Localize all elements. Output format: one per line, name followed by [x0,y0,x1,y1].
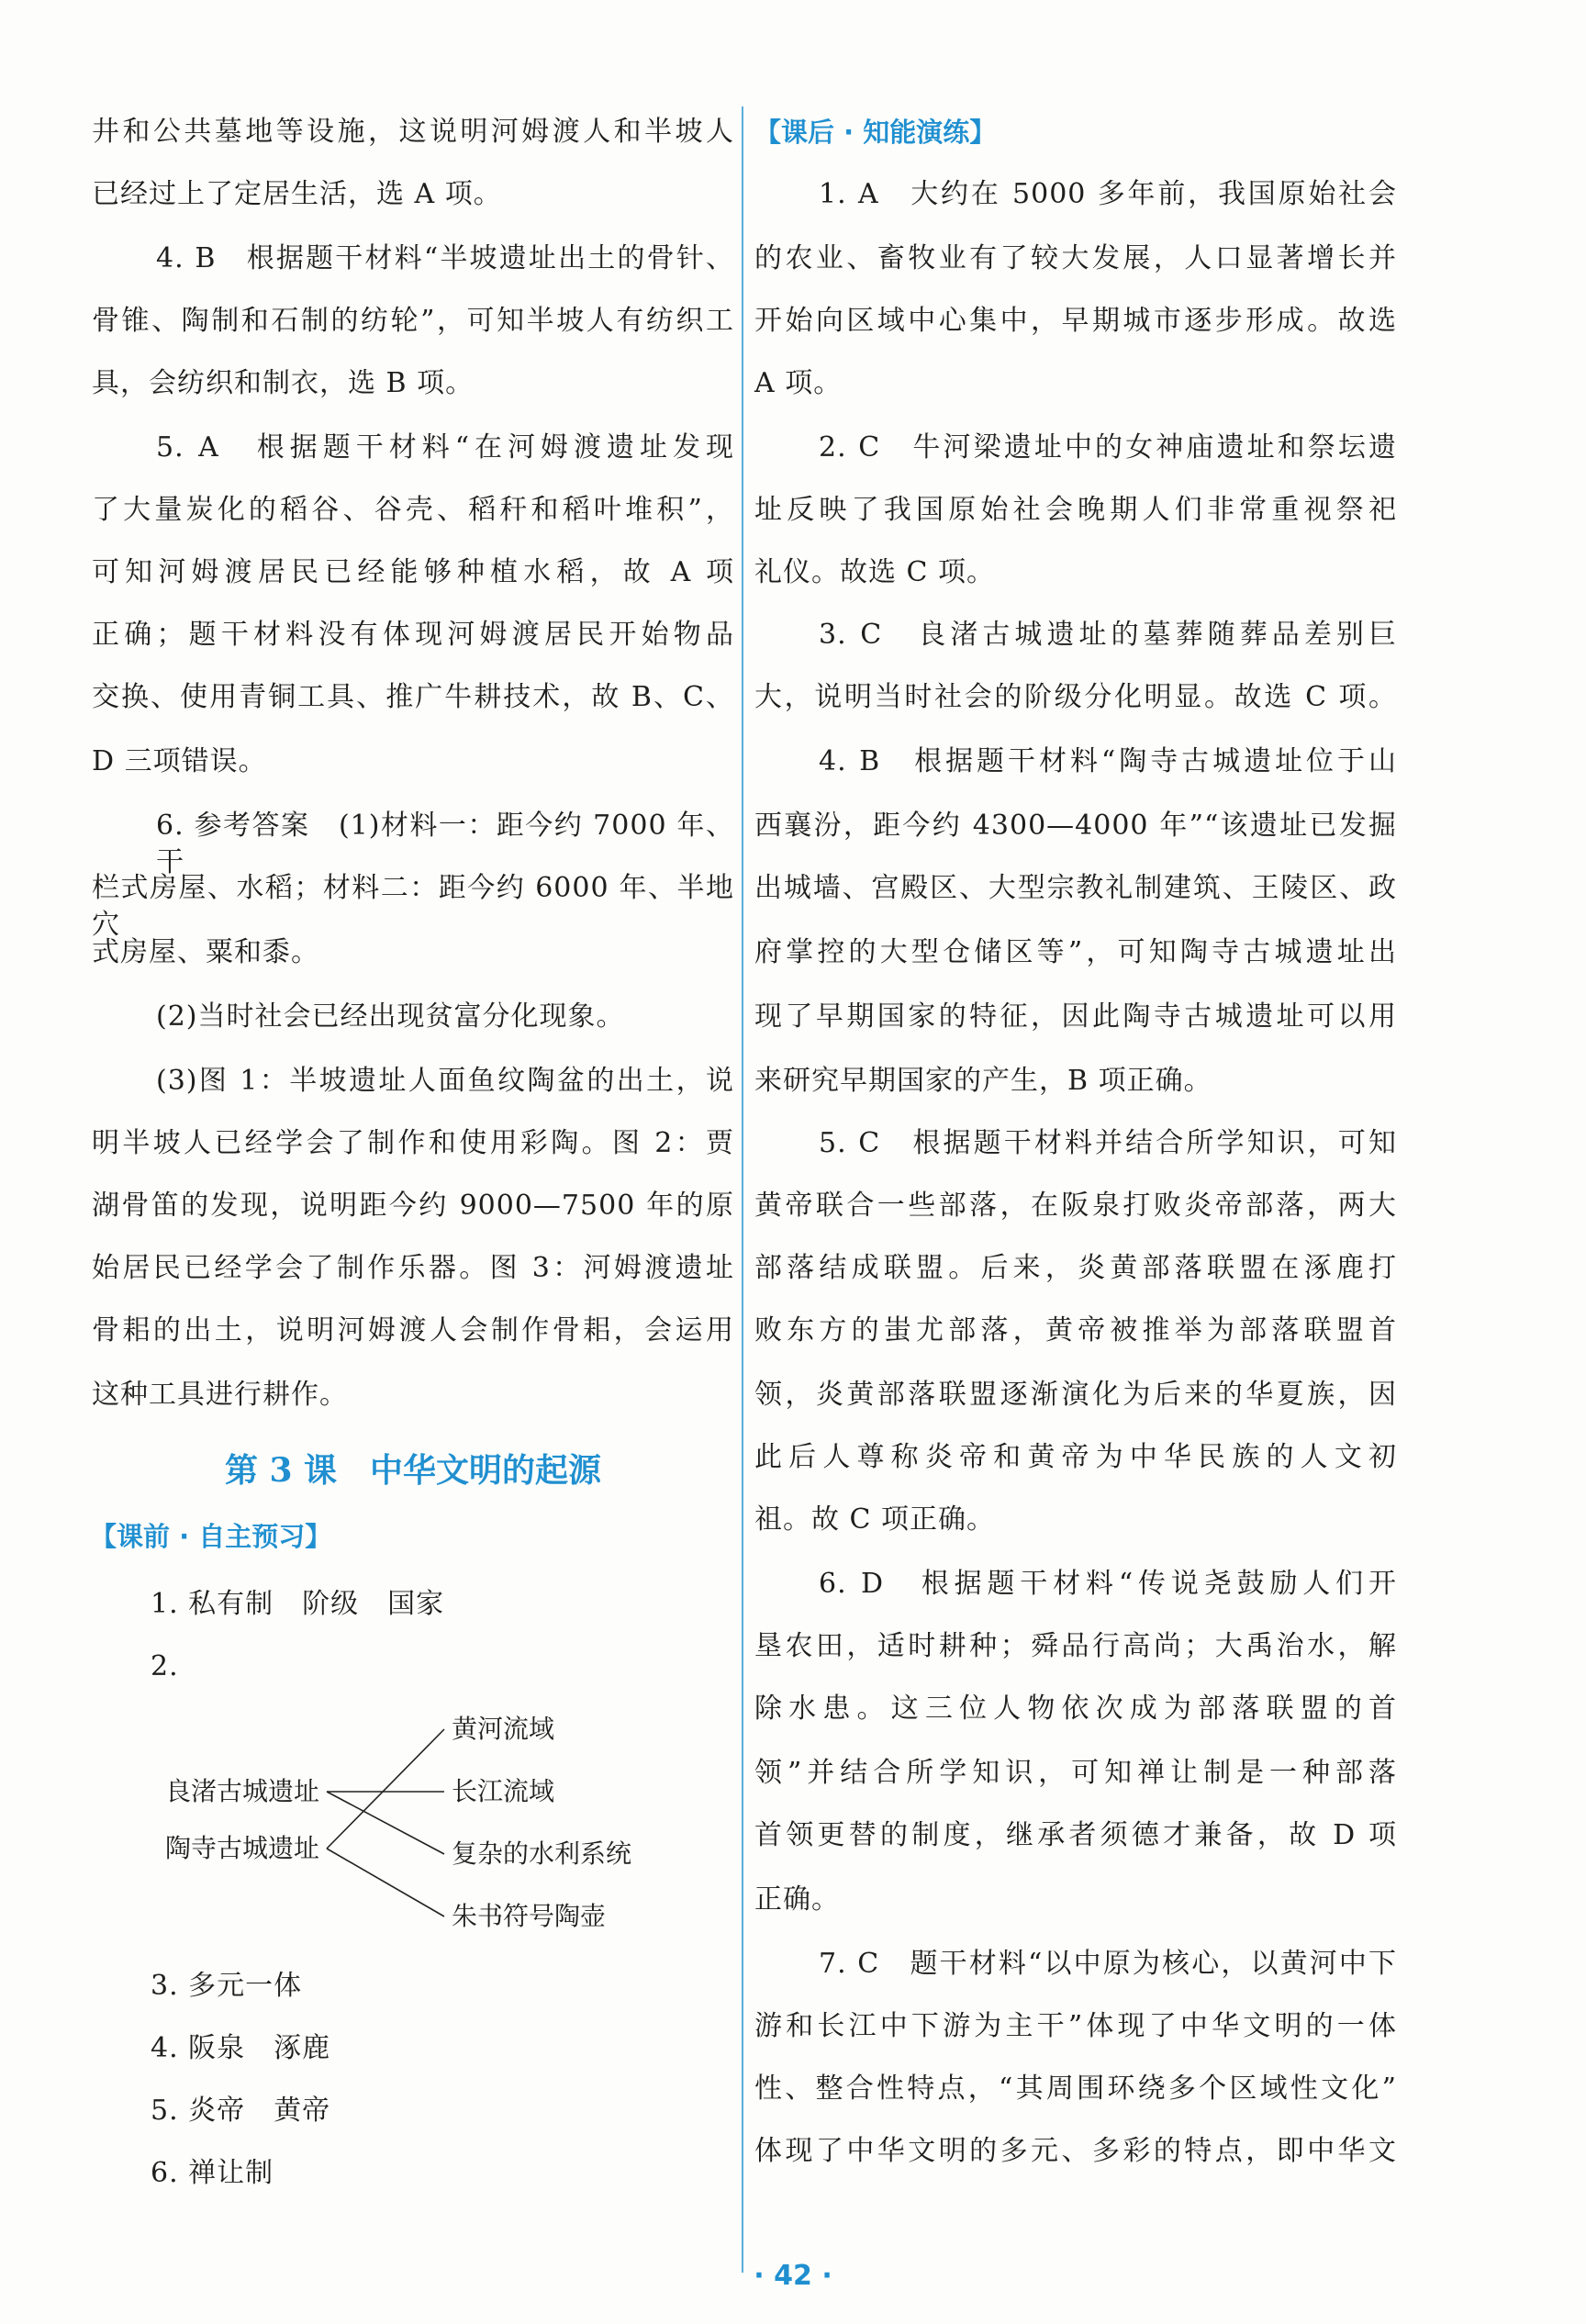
text-line: 骨耜的出土，说明河姆渡人会制作骨耜，会运用 [92,1314,734,1346]
text-line: 领”并结合所学知识，可知禅让制是一种部落 [754,1757,1397,1789]
text-line: 败东方的蚩尤部落，黄帝被推举为部落联盟首 [754,1314,1397,1346]
text-line: 这种工具进行耕作。 [92,1379,348,1411]
preview-item: 5. 炎帝 黄帝 [151,2095,331,2127]
diagram-right-item: 复杂的水利系统 [452,1838,632,1869]
text-line: 4. B 根据题干材料“半坡遗址出土的骨针、 [156,242,734,274]
text-line: 开始向区域中心集中，早期城市逐步形成。故选 [754,305,1397,337]
diagram-connectors [92,1689,734,1946]
text-line: 游和长江中下游为主干”体现了中华文明的一体 [754,2010,1397,2042]
connector-line [327,1849,444,1916]
text-line: 骨锥、陶制和石制的纺轮”，可知半坡人有纺织工 [92,305,734,337]
diagram-right-item: 黄河流域 [452,1714,555,1744]
text-line: 部落结成联盟。后来，炎黄部落联盟在涿鹿打 [754,1252,1397,1284]
text-line: 已经过上了定居生活，选 A 项。 [92,178,502,210]
text-line: 井和公共墓地等设施，这说明河姆渡人和半坡人 [92,116,734,148]
text-line: 址反映了我国原始社会晚期人们非常重视祭祀 [754,494,1397,526]
text-line: 的农业、畜牧业有了较大发展，人口显著增长并 [754,242,1397,274]
lesson-title: 第 3 课 中华文明的起源 [224,1451,602,1490]
preview-item: 4. 阪泉 涿鹿 [151,2032,331,2064]
text-line: 首领更替的制度，继承者须德才兼备，故 D 项 [754,1819,1397,1851]
text-line: 具，会纺织和制衣，选 B 项。 [92,367,475,399]
text-line: (2)当时社会已经出现贫富分化现象。 [156,1000,625,1033]
text-line: 府掌控的大型仓储区等”，可知陶寺古城遗址出 [754,936,1397,968]
text-line: 体现了中华文明的多元、多彩的特点，即中华文 [754,2135,1397,2167]
connector-line [327,1729,444,1849]
practice-section-tag: 【课后 · 知能演练】 [754,117,997,148]
preview-item: 3. 多元一体 [151,1970,303,2002]
text-line: 出城墙、宫殿区、大型宗教礼制建筑、王陵区、政 [754,872,1397,904]
text-line: 黄帝联合一些部落，在阪泉打败炎帝部落，两大 [754,1190,1397,1222]
text-line: 垦农田，适时耕种；舜品行高尚；大禹治水，解 [754,1630,1397,1662]
preview-section-tag: 【课前 · 自主预习】 [90,1521,332,1552]
text-line: 正确。 [754,1883,840,1916]
text-line: 正确；题干材料没有体现河姆渡居民开始物品 [92,619,734,651]
text-line: 祖。故 C 项正确。 [754,1503,996,1536]
text-line: 湖骨笛的发现，说明距今约 9000—7500 年的原 [92,1190,734,1222]
matching-diagram [92,1689,734,1946]
text-line: (3)图 1：半坡遗址人面鱼纹陶盆的出土，说 [156,1065,734,1097]
text-line: 西襄汾，距今约 4300—4000 年”“该遗址已发掘 [754,810,1397,842]
text-line: A 项。 [754,367,843,399]
diagram-left-item: 良渚古城遗址 [165,1776,320,1806]
diagram-right-item: 朱书符号陶壶 [452,1901,607,1931]
text-line: 1. A 大约在 5000 多年前，我国原始社会 [819,178,1397,210]
text-line: 式房屋、粟和黍。 [92,936,319,968]
text-line: 明半坡人已经学会了制作和使用彩陶。图 2：贾 [92,1127,734,1159]
preview-item: 6. 禅让制 [151,2157,274,2189]
text-line: 5. A 根据题干材料“在河姆渡遗址发现 [156,431,734,464]
text-line: 3. C 良渚古城遗址的墓葬随葬品差别巨 [819,619,1397,651]
text-line: 4. B 根据题干材料“陶寺古城遗址位于山 [819,745,1397,777]
text-line: 来研究早期国家的产生，B 项正确。 [754,1065,1212,1097]
diagram-left-item: 陶寺古城遗址 [165,1833,320,1863]
text-line: D 三项错误。 [92,745,267,777]
text-line: 始居民已经学会了制作乐器。图 3：河姆渡遗址 [92,1252,734,1284]
text-line: 除水患。这三位人物依次成为部落联盟的首 [754,1693,1397,1725]
text-line: 了大量炭化的稻谷、谷壳、稻秆和稻叶堆积”， [92,494,734,526]
text-line: 5. C 根据题干材料并结合所学知识，可知 [819,1127,1397,1159]
page-number: · 42 · [754,2260,832,2292]
text-line: 现了早期国家的特征，因此陶寺古城遗址可以用 [754,1000,1397,1033]
connector-line [327,1792,444,1854]
text-line: 交换、使用青铜工具、推广牛耕技术，故 B、C、 [92,681,734,713]
diagram-right-item: 长江流域 [452,1776,555,1806]
text-line: 2. C 牛河梁遗址中的女神庙遗址和祭坛遗 [819,431,1397,464]
column-divider [742,106,743,2273]
text-line: 礼仪。故选 C 项。 [754,556,996,588]
text-line: 6. 参考答案 (1)材料一：距今约 7000 年、干 [156,810,734,878]
preview-item: 1. 私有制 阶级 国家 [151,1588,445,1620]
text-line: 可知河姆渡居民已经能够种植水稻，故 A 项 [92,556,734,588]
preview-item: 2. [151,1650,179,1682]
text-line: 领，炎黄部落联盟逐渐演化为后来的华夏族，因 [754,1379,1397,1411]
text-line: 大，说明当时社会的阶级分化明显。故选 C 项。 [754,681,1397,713]
text-line: 6. D 根据题干材料“传说尧鼓励人们开 [819,1568,1397,1600]
text-line: 此后人尊称炎帝和黄帝为中华民族的人文初 [754,1441,1397,1473]
text-line: 性、整合性特点，“其周围环绕多个区域性文化” [754,2073,1397,2105]
text-line: 7. C 题干材料“以中原为核心，以黄河中下 [819,1948,1397,1980]
text-line: 栏式房屋、水稻；材料二：距今约 6000 年、半地穴 [92,872,734,941]
